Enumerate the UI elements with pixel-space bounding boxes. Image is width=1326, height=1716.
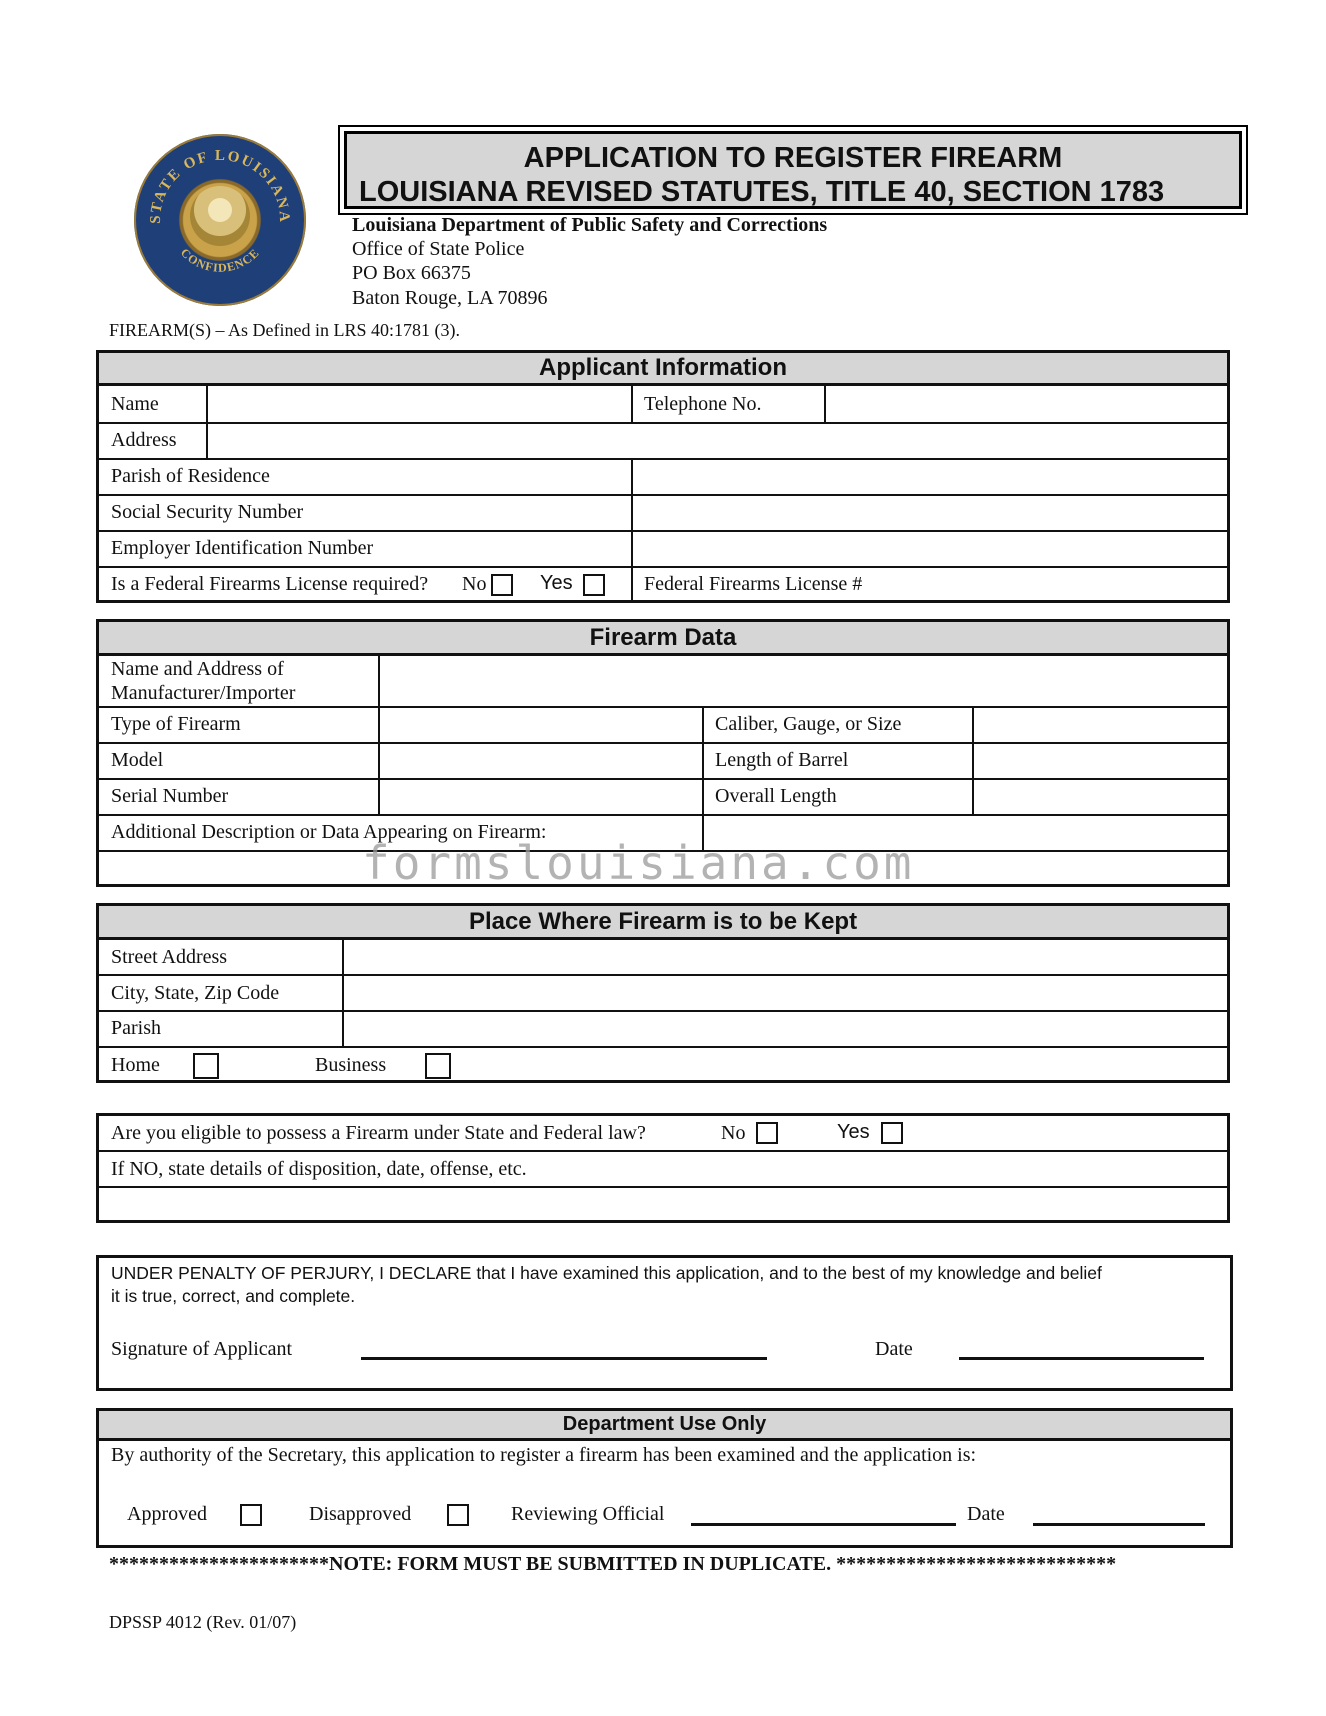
name-field[interactable] — [209, 388, 629, 421]
manufacturer-label-line1: Name and Address of — [111, 658, 284, 680]
ffl-no-label: No — [462, 573, 487, 595]
declaration-date-label: Date — [875, 1338, 913, 1360]
street-label: Street Address — [111, 946, 228, 968]
ffl-no-checkbox[interactable] — [491, 574, 513, 596]
home-checkbox[interactable] — [193, 1053, 219, 1079]
parish-field[interactable] — [634, 460, 1227, 493]
home-label: Home — [111, 1054, 160, 1076]
model-field[interactable] — [381, 744, 700, 777]
department-use-text: By authority of the Secretary, this application to register a firearm has been examined and the application is: — [111, 1444, 977, 1466]
department-date-label: Date — [967, 1503, 1005, 1525]
serial-label: Serial Number — [111, 785, 229, 807]
eligibility-table — [96, 1113, 1230, 1223]
place-heading: Place Where Firearm is to be Kept — [99, 906, 1227, 940]
barrel-label: Length of Barrel — [715, 749, 849, 771]
ffl-yes-label: Yes — [540, 572, 573, 594]
eligibility-yes-label: Yes — [837, 1121, 870, 1143]
office-name: Office of State Police — [352, 238, 525, 260]
title-line-2: LOUISIANA REVISED STATUTES, TITLE 40, SECTION 1783 — [359, 176, 1165, 208]
city-field[interactable] — [345, 978, 1227, 1009]
parish-label: Parish of Residence — [111, 465, 270, 487]
manufacturer-field[interactable] — [381, 658, 1227, 705]
department-use-heading: Department Use Only — [99, 1411, 1230, 1441]
applicant-information-table — [96, 350, 1230, 603]
parish-kept-field[interactable] — [345, 1014, 1227, 1045]
title-line-1: APPLICATION TO REGISTER FIREARM — [523, 142, 1063, 174]
parish-kept-label: Parish — [111, 1017, 161, 1039]
department-use-box — [96, 1408, 1233, 1548]
firearm-heading: Firearm Data — [99, 622, 1227, 656]
city-address: Baton Rouge, LA 70896 — [352, 287, 548, 309]
place-kept-table — [96, 903, 1230, 1083]
eligibility-question: Are you eligible to possess a Firearm under State and Federal law? — [111, 1122, 646, 1144]
address-label: Address — [111, 429, 177, 451]
ffl-yes-checkbox[interactable] — [583, 574, 605, 596]
reviewing-official-line[interactable] — [691, 1523, 956, 1526]
ssn-field[interactable] — [634, 496, 1227, 529]
applicant-heading: Applicant Information — [99, 353, 1227, 386]
louisiana-state-seal-icon — [134, 134, 306, 306]
manufacturer-label-line2: Manufacturer/Importer — [111, 682, 296, 704]
ein-field[interactable] — [634, 532, 1227, 565]
declaration-text-line1: UNDER PENALTY OF PERJURY, I DECLARE that I have examined this application, and to the best of my knowledge and belief — [111, 1263, 1102, 1283]
seal-text-top: STATE OF LOUISIANA — [147, 147, 293, 225]
approved-checkbox[interactable] — [240, 1504, 262, 1526]
street-field[interactable] — [345, 942, 1227, 973]
overall-field[interactable] — [975, 780, 1227, 813]
duplicate-note: **********************NOTE: FORM MUST BE SUBMITTED IN DUPLICATE. **************************** — [109, 1553, 1117, 1575]
city-label: City, State, Zip Code — [111, 982, 280, 1004]
additional-label: Additional Description or Data Appearing on Firearm: — [111, 821, 547, 843]
form-number: DPSSP 4012 (Rev. 01/07) — [109, 1612, 297, 1632]
barrel-field[interactable] — [975, 744, 1227, 777]
ffl-question-label: Is a Federal Firearms License required? — [111, 573, 429, 595]
declaration-text-line2: it is true, correct, and complete. — [111, 1286, 356, 1306]
address-field[interactable] — [209, 424, 1227, 457]
eligibility-no-label: No — [721, 1122, 746, 1144]
type-field[interactable] — [381, 708, 700, 741]
telephone-field[interactable] — [827, 388, 1227, 421]
seal-text-bottom: CONFIDENCE — [177, 245, 263, 275]
department-name: Louisiana Department of Public Safety and Corrections — [352, 214, 828, 236]
caliber-label: Caliber, Gauge, or Size — [715, 713, 902, 735]
po-box: PO Box 66375 — [352, 262, 471, 284]
overall-label: Overall Length — [715, 785, 837, 807]
telephone-label: Telephone No. — [644, 393, 762, 415]
title-box — [338, 125, 1248, 215]
model-label: Model — [111, 749, 164, 771]
eligibility-details-field[interactable] — [101, 1190, 1227, 1220]
declaration-date-line[interactable] — [959, 1357, 1204, 1360]
serial-field[interactable] — [381, 780, 700, 813]
ssn-label: Social Security Number — [111, 501, 304, 523]
disapproved-checkbox[interactable] — [447, 1504, 469, 1526]
disapproved-label: Disapproved — [309, 1503, 412, 1525]
eligibility-details-label: If NO, state details of disposition, date, offense, etc. — [111, 1158, 527, 1180]
signature-label: Signature of Applicant — [111, 1338, 293, 1360]
reviewing-official-label: Reviewing Official — [511, 1503, 665, 1525]
ein-label: Employer Identification Number — [111, 537, 374, 559]
signature-line[interactable] — [361, 1357, 767, 1360]
watermark: formslouisiana.com — [362, 836, 915, 890]
eligibility-no-checkbox[interactable] — [756, 1122, 778, 1144]
eligibility-yes-checkbox[interactable] — [881, 1122, 903, 1144]
business-checkbox[interactable] — [425, 1053, 451, 1079]
business-label: Business — [315, 1054, 387, 1076]
department-date-line[interactable] — [1033, 1523, 1205, 1526]
type-label: Type of Firearm — [111, 713, 241, 735]
name-label: Name — [111, 393, 159, 415]
pelican-emblem-icon — [190, 186, 250, 246]
svg-text:CONFIDENCE — [178, 245, 262, 274]
approved-label: Approved — [127, 1503, 207, 1525]
ffl-number-label: Federal Firearms License # — [644, 573, 863, 595]
firearm-definition: FIREARM(S) – As Defined in LRS 40:1781 (3). — [109, 320, 460, 340]
caliber-field[interactable] — [975, 708, 1227, 741]
declaration-box — [96, 1255, 1233, 1391]
